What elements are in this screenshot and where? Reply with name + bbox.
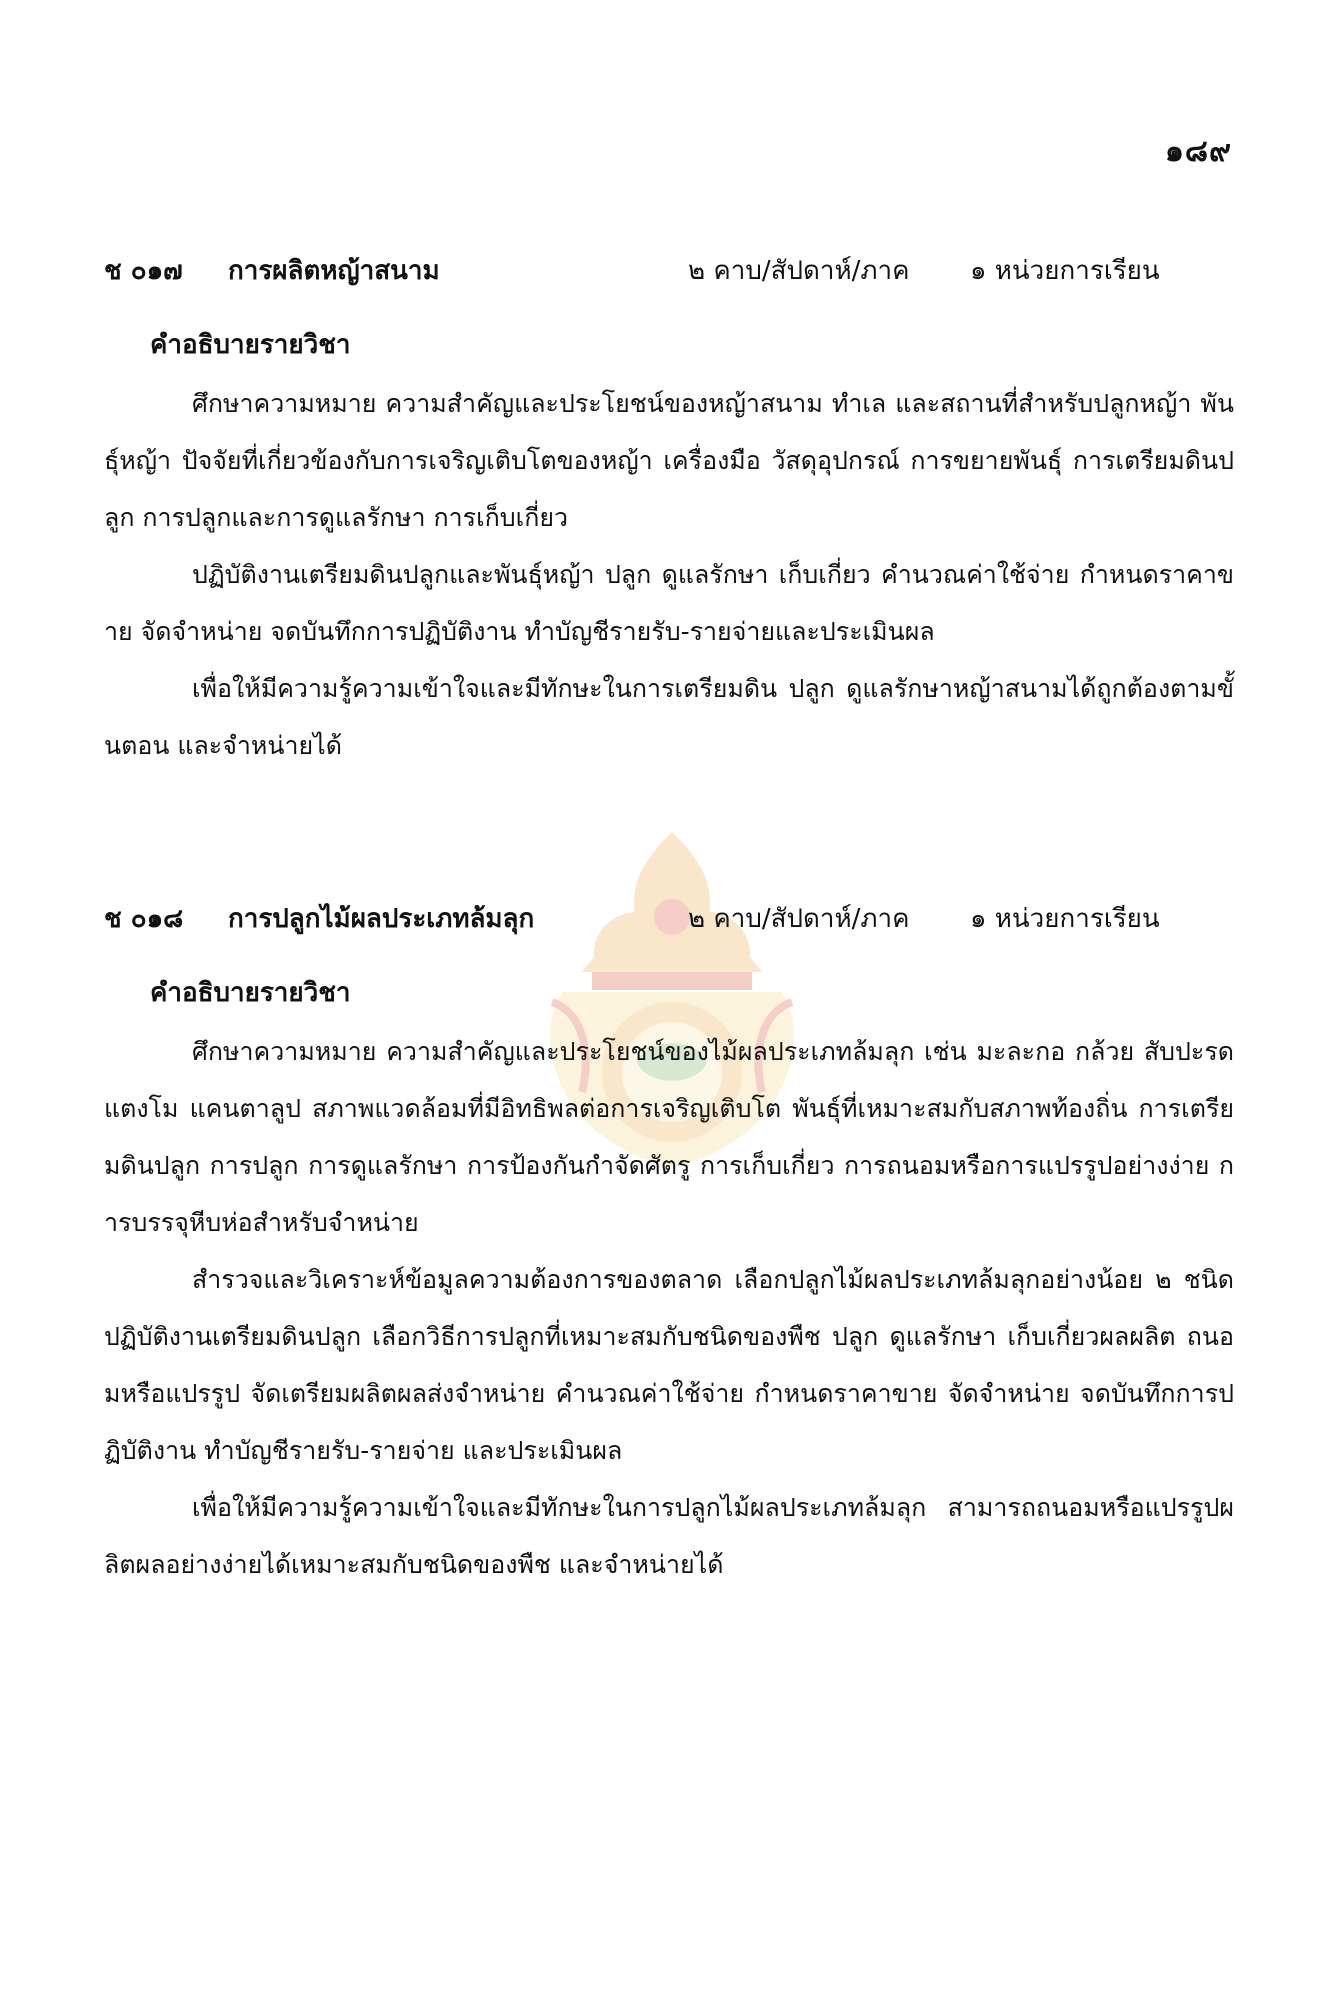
description-paragraph: ปฏิบัติงานเตรียมดินปลูกและพันธุ์หญ้า ปลูก ดูแลรักษา เก็บเกี่ยว คำนวณค่าใช้จ่าย กำหนดราคาขาย จัดจำหน่าย จดบันทึกการปฏิบัติงาน ทำบัญชีรายรับ-รายจ่ายและประเมินผล xyxy=(104,560,1234,646)
course-title: การปลูกไม้ผลประเภทล้มลุก xyxy=(228,904,535,934)
course-code: ช ๐๑๘ xyxy=(104,904,184,934)
course-credits: ๑ หน่วยการเรียน xyxy=(970,904,1160,934)
description-heading: คำอธิบายรายวิชา xyxy=(150,978,351,1008)
course-credits: ๑ หน่วยการเรียน xyxy=(970,256,1160,286)
course-section xyxy=(104,898,1234,1593)
course-hours: ๒ คาบ/สัปดาห์/ภาค xyxy=(688,256,910,286)
page-number: ๑๘๙ xyxy=(1164,134,1232,169)
description-paragraph: สำรวจและวิเคราะห์ข้อมูลความต้องการของตลาด เลือกปลูกไม้ผลประเภทล้มลุกอย่างน้อย ๒ ชนิด ปฏิบัติงานเตรียมดินปลูก เลือกวิธีการปลูกที่เหมาะสมกับชนิดของพืช ปลูก ดูแลรักษา เก็บเกี่ยวผลผลิต ถนอมหรือแปรรูป จัดเตรียมผลิตผลส่งจำหน่าย คำนวณค่าใช้จ่าย กำหนดราคาขาย จัดจำหน่าย จดบันทึกการปฏิบัติงาน ทำบัญชีรายรับ-รายจ่าย และประเมินผล xyxy=(104,1265,1234,1465)
course-header xyxy=(104,898,1234,942)
description-paragraph: ศึกษาความหมาย ความสำคัญและประโยชน์ของหญ้าสนาม ทำเล และสถานที่สำหรับปลูกหญ้า พันธุ์หญ้า ปัจจัยที่เกี่ยวข้องกับการเจริญเติบโตของหญ้า เครื่องมือ วัสดุอุปกรณ์ การขยายพันธุ์ การเตรียมดินปลูก การปลูกและการดูแลรักษา การเก็บเกี่ยว xyxy=(104,389,1234,532)
description-paragraph: เพื่อให้มีความรู้ความเข้าใจและมีทักษะในการเตรียมดิน ปลูก ดูแลรักษาหญ้าสนามได้ถูกต้องตามขั้นตอน และจำหน่ายได้ xyxy=(104,674,1234,760)
course-title: การผลิตหญ้าสนาม xyxy=(228,256,440,286)
description-paragraph: ศึกษาความหมาย ความสำคัญและประโยชน์ของไม้ผลประเภทล้มลุก เช่น มะละกอ กล้วย สับปะรด แตงโม แคนตาลูป สภาพแวดล้อมที่มีอิทธิพลต่อการเจริญเติบโต พันธุ์ที่เหมาะสมกับสภาพท้องถิ่น การเตรียมดินปลูก การปลูก การดูแลรักษา การป้องกันกำจัดศัตรู การเก็บเกี่ยว การถนอมหรือการแปรรูปอย่างง่าย การบรรจุหีบห่อสำหรับจำหน่าย xyxy=(104,1037,1234,1237)
description-heading: คำอธิบายรายวิชา xyxy=(150,330,351,360)
description-paragraph: เพื่อให้มีความรู้ความเข้าใจและมีทักษะในการปลูกไม้ผลประเภทล้มลุก สามารถถนอมหรือแปรรูปผลิตผลอย่างง่ายได้เหมาะสมกับชนิดของพืช และจำหน่ายได้ xyxy=(104,1493,1234,1579)
course-header xyxy=(104,250,1234,294)
course-code: ช ๐๑๗ xyxy=(104,256,183,286)
course-hours: ๒ คาบ/สัปดาห์/ภาค xyxy=(688,904,910,934)
course-section xyxy=(104,250,1234,774)
